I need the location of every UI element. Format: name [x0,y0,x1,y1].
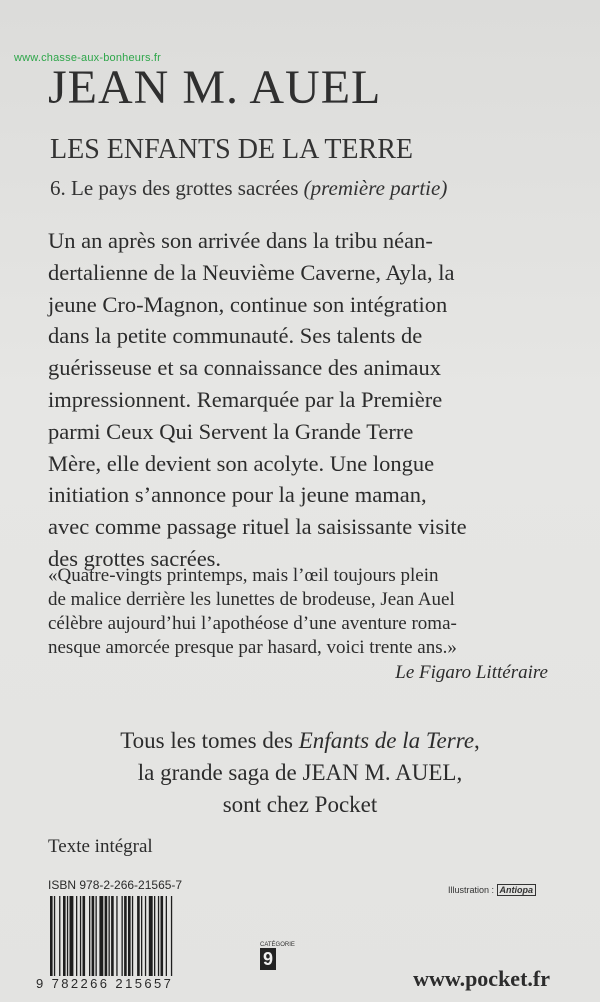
volume-title: 6. Le pays des grottes sacrées [50,176,299,200]
barcode-bar [83,896,86,976]
barcode-bar [76,896,77,976]
author-name: JEAN M. AUEL [48,61,382,114]
barcode-digits: 9 782266 215657 [36,976,174,991]
promo-line-2: la grande saga de JEAN M. AUEL, [137,760,463,785]
blurb-line: initiation s’annonce pour la jeune maman, [48,482,427,508]
barcode-bar [132,896,133,976]
barcode-bar [99,896,103,976]
series-title: LES ENFANTS DE LA TERRE [50,134,413,165]
barcode-bar [89,896,90,976]
blurb-line: Un an après son arrivée dans la tribu néan- [48,228,433,253]
barcode-bar [141,896,142,976]
barcode-bar [59,896,60,976]
quote-line: célèbre aujourd’hui l’apothéose d’une aventure roma- [48,613,457,634]
blurb-line: dans la petite communauté. Ses talents de [48,323,423,349]
blurb-line: jeune Cro-Magnon, continue son intégration [48,291,448,317]
integral-text-label: Texte intégral [48,836,153,857]
barcode-bar [92,896,95,976]
illustration-brand: Antiopa [497,884,537,896]
barcode-bar [122,896,123,976]
illustration-credit [448,884,536,896]
barcode-bar [149,896,153,976]
quote-line: de malice derrière les lunettes de brodeuse, Jean Auel [48,589,455,610]
blurb-line: impressionnent. Remarquée par la Première [48,386,443,412]
barcode-image [48,896,228,976]
blurb-line: avec comme passage rituel la saisissante visite [48,514,467,540]
series-promo [0,725,600,821]
press-quote [48,564,550,660]
isbn-number: ISBN 978-2-266-21565-7 [48,878,183,892]
volume-part: (première partie) [303,176,448,200]
barcode-bar [158,896,159,976]
barcode-bar [96,896,97,976]
barcode-bar [154,896,155,976]
barcode-bar [50,896,53,976]
promo-line-1 [0,725,600,757]
barcode-bar [166,896,167,976]
blurb-line: dertalienne de la Neuvième Caverne, Ayla, la [48,259,455,285]
barcode-bar [70,896,74,976]
barcode-bar [161,896,164,976]
barcode-bar [145,896,146,976]
category-number: 9 [260,948,276,970]
barcode-bar [171,896,172,976]
category-badge [260,942,295,970]
quote-line: nesque amorcée presque par hasard, voici trente ans.» [48,637,457,658]
barcode-bar [128,896,131,976]
barcode-bar [137,896,140,976]
barcode-bar [80,896,81,976]
barcode-bar [105,896,108,976]
quote-source: Le Figaro Littéraire [395,662,548,683]
barcode-bar [124,896,127,976]
barcode-bar [54,896,55,976]
barcode-bar [67,896,68,976]
blurb-line: des grottes sacrées. [48,545,222,571]
barcode-bar [109,896,110,976]
watermark-url: www.chasse-aux-bonheurs.fr [14,52,162,64]
blurb-paragraph [48,225,550,575]
volume-subtitle [50,176,447,201]
blurb-line: parmi Ceux Qui Servent la Grande Terre [48,418,414,444]
promo-line-3: sont chez Pocket [222,792,378,817]
publisher-website: www.pocket.fr [413,966,550,991]
barcode-bar [116,896,117,976]
blurb-line: guérisseuse et sa connaissance des animaux [48,355,441,381]
promo-series-title: Enfants de la Terre [298,728,475,753]
blurb-line: Mère, elle devient son acolyte. Une longue [48,450,435,476]
category-label: CATÉGORIE [260,942,295,948]
promo-text: Tous les tomes des [120,728,299,753]
promo-text: , [474,728,480,753]
illustration-label: Illustration : [448,885,495,895]
barcode-bar [111,896,114,976]
quote-line: «Quatre-vingts printemps, mais l’œil toujours plein [48,565,439,586]
barcode-bar [63,896,66,976]
